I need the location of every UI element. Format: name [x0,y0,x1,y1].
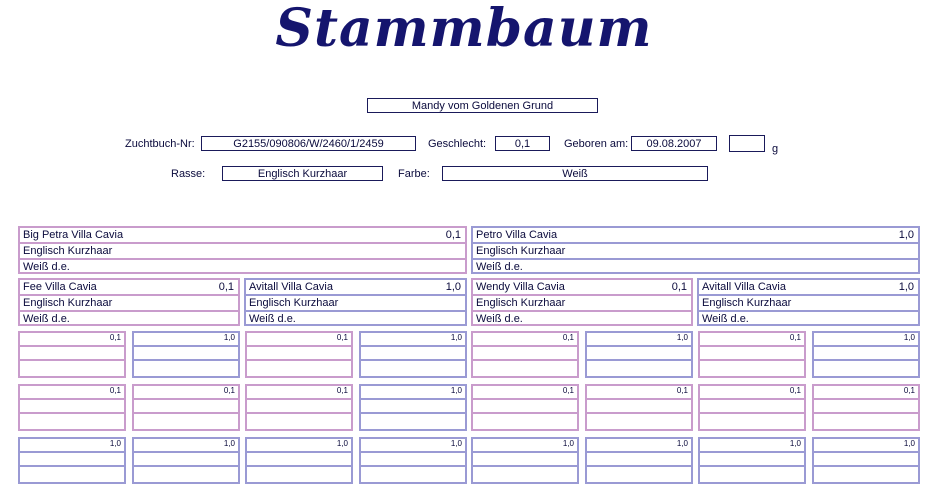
ancestor-color-row [247,361,351,375]
ancestor-breed-row [814,347,918,361]
ancestor-sex: 1,0 [676,333,688,342]
ancestor-breed-row [814,453,918,467]
ancestor-color-row [700,467,804,481]
ancestor-card [585,437,693,484]
ancestor-breed-row [587,347,691,361]
ancestor-color-row [247,467,351,481]
ancestor-color-row [814,467,918,481]
ancestor-color-row [361,414,465,428]
grandparent-breed: Englisch Kurzhaar [473,296,691,312]
ancestor-name-row [587,333,691,347]
ancestor-card [18,437,126,484]
ancestor-color-row [20,414,124,428]
zuchtbuch-label: Zuchtbuch-Nr: [125,138,195,150]
ancestor-sex: 0,1 [109,386,121,395]
ancestor-color-row [814,414,918,428]
farbe-label: Farbe: [398,168,430,180]
ancestor-card [812,384,920,431]
geschlecht-field: 0,1 [495,136,550,151]
ancestor-color-row [473,361,577,375]
grandparent-sex: 1,0 [445,281,461,293]
ancestor-breed-row [361,400,465,414]
ancestor-sex: 0,1 [676,386,688,395]
parent-name: Big Petra Villa Cavia [23,229,124,241]
ancestor-breed-row [361,453,465,467]
ancestor-name-row [134,333,238,347]
rasse-label: Rasse: [171,168,206,180]
ancestor-breed-row [473,347,577,361]
ancestor-card [132,384,240,431]
ancestor-card [359,384,467,431]
grandparent-sex: 0,1 [671,281,687,293]
ancestor-name-row [700,439,804,453]
ancestor-card [132,331,240,378]
ancestor-sex: 1,0 [223,439,235,448]
ancestor-card [471,384,579,431]
ancestor-card [471,331,579,378]
ancestor-name-row [814,333,918,347]
ancestor-name-row [587,439,691,453]
ancestor-breed-row [473,453,577,467]
page-title: Stammbaum [275,0,653,59]
grandparent-card [18,278,240,326]
parent-father-card [471,226,920,274]
ancestor-card [359,331,467,378]
parent-breed: Englisch Kurzhaar [20,244,465,260]
ancestor-card [812,437,920,484]
grandparent-name-row [246,280,465,296]
geboren-field: 09.08.2007 [631,136,717,151]
ancestor-name-row [814,439,918,453]
ancestor-color-row [587,414,691,428]
ancestor-sex: 0,1 [223,386,235,395]
ancestor-sex: 0,1 [903,386,915,395]
weight-unit: g [772,143,779,155]
ancestor-card [245,437,353,484]
parent-color: Weiß d.e. [476,261,523,273]
parent-sex: 1,0 [898,229,914,241]
ancestor-sex: 1,0 [336,439,348,448]
ancestor-name-row [700,386,804,400]
ancestor-breed-row [361,347,465,361]
grandparent-sex: 1,0 [898,281,914,293]
grandparent-name: Fee Villa Cavia [23,281,97,293]
ancestor-sex: 1,0 [903,333,915,342]
ancestor-breed-row [473,400,577,414]
ancestor-name-row [247,333,351,347]
ancestor-card [132,437,240,484]
ancestor-name-row [134,386,238,400]
ancestor-card [585,331,693,378]
ancestor-name-row [814,386,918,400]
ancestor-card [698,384,806,431]
ancestor-card [812,331,920,378]
ancestor-sex: 0,1 [562,386,574,395]
grandparent-name-row [473,280,691,296]
ancestor-color-row [20,467,124,481]
ancestor-breed-row [247,453,351,467]
ancestor-name-row [473,333,577,347]
ancestor-color-row [587,361,691,375]
ancestor-name-row [247,439,351,453]
zuchtbuch-field: G2155/090806/W/2460/1/2459 [201,136,416,151]
ancestor-sex: 0,1 [336,386,348,395]
ancestor-breed-row [587,400,691,414]
ancestor-sex: 1,0 [676,439,688,448]
grandparent-name: Avitall Villa Cavia [702,281,786,293]
grandparent-color: Weiß d.e. [476,313,523,325]
ancestor-color-row [247,414,351,428]
ancestor-breed-row [247,347,351,361]
ancestor-card [18,331,126,378]
grandparent-card [244,278,467,326]
ancestor-name-row [473,386,577,400]
ancestor-color-row [473,414,577,428]
ancestor-sex: 1,0 [903,439,915,448]
ancestor-color-row [361,467,465,481]
ancestor-name-row [361,439,465,453]
ancestor-sex: 1,0 [450,439,462,448]
ancestor-name-row [247,386,351,400]
grandparent-name: Avitall Villa Cavia [249,281,333,293]
grandparent-breed: Englisch Kurzhaar [20,296,238,312]
grandparent-color: Weiß d.e. [249,313,296,325]
ancestor-color-row [587,467,691,481]
ancestor-sex: 0,1 [109,333,121,342]
grandparent-name-row [20,280,238,296]
ancestor-sex: 1,0 [562,439,574,448]
ancestor-breed-row [134,453,238,467]
ancestor-breed-row [20,400,124,414]
ancestor-card [245,331,353,378]
grandparent-breed: Englisch Kurzhaar [246,296,465,312]
ancestor-sex: 1,0 [789,439,801,448]
ancestor-breed-row [134,400,238,414]
ancestor-breed-row [587,453,691,467]
ancestor-color-row [134,414,238,428]
parent-mother-card [18,226,467,274]
ancestor-breed-row [700,400,804,414]
ancestor-sex: 1,0 [109,439,121,448]
ancestor-card [698,331,806,378]
ancestor-sex: 1,0 [450,386,462,395]
ancestor-name-row [361,386,465,400]
parent-name-row [473,228,918,244]
ancestor-card [245,384,353,431]
grandparent-color: Weiß d.e. [702,313,749,325]
ancestor-name-row [134,439,238,453]
ancestor-breed-row [814,400,918,414]
grandparent-card [697,278,920,326]
ancestor-name-row [20,439,124,453]
ancestor-color-row [361,361,465,375]
parent-name: Petro Villa Cavia [476,229,558,241]
ancestor-name-row [20,333,124,347]
ancestor-card [585,384,693,431]
ancestor-sex: 0,1 [336,333,348,342]
geschlecht-label: Geschlecht: [428,138,487,150]
ancestor-sex: 1,0 [223,333,235,342]
grandparent-name: Wendy Villa Cavia [476,281,565,293]
farbe-field: Weiß [442,166,708,181]
ancestor-sex: 1,0 [450,333,462,342]
ancestor-sex: 0,1 [789,333,801,342]
ancestor-breed-row [20,347,124,361]
parent-breed: Englisch Kurzhaar [473,244,918,260]
parent-color: Weiß d.e. [23,261,70,273]
ancestor-card [18,384,126,431]
ancestor-name-row [361,333,465,347]
ancestor-color-row [134,361,238,375]
grandparent-sex: 0,1 [218,281,234,293]
parent-name-row [20,228,465,244]
grandparent-name-row [699,280,918,296]
ancestor-color-row [700,361,804,375]
ancestor-card [359,437,467,484]
ancestor-breed-row [700,453,804,467]
ancestor-name-row [473,439,577,453]
ancestor-sex: 0,1 [789,386,801,395]
ancestor-breed-row [134,347,238,361]
animal-name-field: Mandy vom Goldenen Grund [367,98,598,113]
ancestor-sex: 0,1 [562,333,574,342]
grandparent-color: Weiß d.e. [23,313,70,325]
ancestor-name-row [700,333,804,347]
ancestor-card [471,437,579,484]
ancestor-color-row [134,467,238,481]
grandparent-breed: Englisch Kurzhaar [699,296,918,312]
ancestor-card [698,437,806,484]
geboren-label: Geboren am: [564,138,629,150]
ancestor-breed-row [20,453,124,467]
ancestor-breed-row [700,347,804,361]
ancestor-color-row [473,467,577,481]
ancestor-color-row [700,414,804,428]
ancestor-name-row [587,386,691,400]
ancestor-name-row [20,386,124,400]
ancestor-color-row [20,361,124,375]
grandparent-card [471,278,693,326]
ancestor-breed-row [247,400,351,414]
rasse-field: Englisch Kurzhaar [222,166,383,181]
ancestor-color-row [814,361,918,375]
parent-sex: 0,1 [445,229,461,241]
weight-field [729,135,765,152]
